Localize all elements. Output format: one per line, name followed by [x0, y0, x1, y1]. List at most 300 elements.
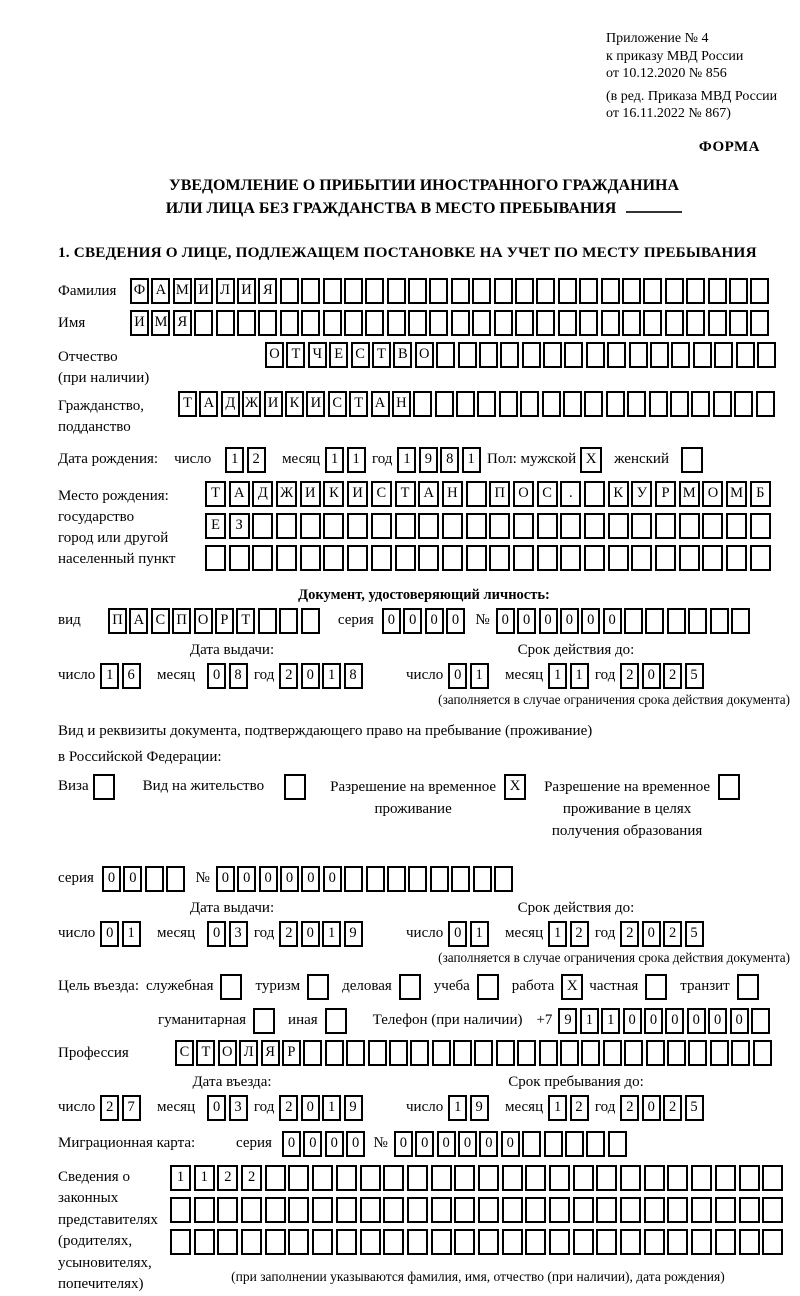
char-box[interactable] [194, 1197, 215, 1223]
char-box[interactable] [407, 1229, 428, 1255]
char-box[interactable] [620, 1197, 641, 1223]
char-box[interactable]: 0 [496, 608, 515, 634]
char-box[interactable]: П [489, 481, 510, 507]
char-box[interactable]: П [172, 608, 191, 634]
char-box[interactable]: 1 [470, 663, 489, 689]
char-box[interactable] [431, 1229, 452, 1255]
char-box[interactable]: 2 [279, 1095, 298, 1121]
char-box[interactable]: 1 [325, 447, 344, 473]
char-box[interactable] [276, 545, 297, 571]
char-box[interactable] [750, 545, 771, 571]
char-box[interactable]: 0 [448, 663, 467, 689]
char-box[interactable] [543, 342, 562, 368]
char-box[interactable] [489, 513, 510, 539]
char-box[interactable] [407, 1197, 428, 1223]
char-box[interactable]: С [537, 481, 558, 507]
purpose-work-checkbox[interactable]: X [561, 974, 583, 1000]
char-box[interactable] [383, 1197, 404, 1223]
char-box[interactable] [751, 1008, 770, 1034]
char-box[interactable] [665, 310, 684, 336]
char-box[interactable]: 1 [100, 663, 119, 689]
char-box[interactable]: Т [205, 481, 226, 507]
char-box[interactable] [478, 1165, 499, 1191]
char-box[interactable]: 0 [448, 921, 467, 947]
char-box[interactable]: 1 [570, 663, 589, 689]
char-box[interactable]: А [418, 481, 439, 507]
char-box[interactable] [410, 1040, 429, 1066]
char-box[interactable] [513, 545, 534, 571]
char-box[interactable] [194, 1229, 215, 1255]
char-box[interactable]: О [415, 342, 434, 368]
char-box[interactable] [544, 1131, 563, 1157]
char-box[interactable] [395, 513, 416, 539]
char-box[interactable] [624, 1040, 643, 1066]
char-box[interactable]: С [371, 481, 392, 507]
char-box[interactable]: 0 [382, 608, 401, 634]
char-box[interactable] [288, 1229, 309, 1255]
char-box[interactable]: А [151, 278, 170, 304]
char-box[interactable]: 0 [623, 1008, 642, 1034]
char-box[interactable]: 1 [397, 447, 416, 473]
char-box[interactable]: С [151, 608, 170, 634]
char-box[interactable] [603, 1040, 622, 1066]
char-box[interactable] [601, 278, 620, 304]
char-box[interactable] [344, 278, 363, 304]
char-box[interactable] [288, 1197, 309, 1223]
char-box[interactable] [237, 310, 256, 336]
char-box[interactable] [608, 545, 629, 571]
char-box[interactable]: 0 [665, 1008, 684, 1034]
char-box[interactable] [710, 1040, 729, 1066]
char-box[interactable]: 1 [170, 1165, 191, 1191]
char-box[interactable]: Н [392, 391, 411, 417]
char-box[interactable] [596, 1197, 617, 1223]
char-box[interactable] [750, 513, 771, 539]
char-box[interactable]: С [351, 342, 370, 368]
char-box[interactable]: 0 [446, 608, 465, 634]
char-box[interactable] [762, 1165, 783, 1191]
char-box[interactable] [336, 1197, 357, 1223]
char-box[interactable] [667, 1165, 688, 1191]
char-box[interactable] [371, 545, 392, 571]
char-box[interactable]: 2 [100, 1095, 119, 1121]
char-box[interactable] [539, 1040, 558, 1066]
char-box[interactable]: 0 [280, 866, 299, 892]
char-box[interactable]: И [194, 278, 213, 304]
char-box[interactable] [325, 1040, 344, 1066]
char-box[interactable]: 2 [217, 1165, 238, 1191]
char-box[interactable]: 0 [437, 1131, 456, 1157]
purpose-transit-checkbox[interactable] [737, 974, 759, 1000]
char-box[interactable] [753, 1040, 772, 1066]
char-box[interactable] [323, 278, 342, 304]
char-box[interactable] [241, 1197, 262, 1223]
residence-permit-checkbox[interactable] [284, 774, 306, 800]
char-box[interactable] [387, 278, 406, 304]
char-box[interactable]: 2 [279, 921, 298, 947]
char-box[interactable] [586, 342, 605, 368]
char-box[interactable]: 1 [601, 1008, 620, 1034]
char-box[interactable] [649, 391, 668, 417]
char-box[interactable] [655, 545, 676, 571]
char-box[interactable] [276, 513, 297, 539]
char-box[interactable]: 0 [100, 921, 119, 947]
char-box[interactable]: 1 [548, 921, 567, 947]
char-box[interactable] [301, 310, 320, 336]
char-box[interactable]: 0 [303, 1131, 322, 1157]
char-box[interactable] [596, 1229, 617, 1255]
char-box[interactable] [549, 1229, 570, 1255]
char-box[interactable] [622, 310, 641, 336]
char-box[interactable] [502, 1197, 523, 1223]
char-box[interactable] [336, 1229, 357, 1255]
char-box[interactable] [702, 545, 723, 571]
char-box[interactable] [691, 1197, 712, 1223]
char-box[interactable]: 0 [394, 1131, 413, 1157]
char-box[interactable] [688, 608, 707, 634]
char-box[interactable] [502, 1229, 523, 1255]
char-box[interactable] [300, 545, 321, 571]
char-box[interactable]: Р [282, 1040, 301, 1066]
char-box[interactable] [542, 391, 561, 417]
purpose-other-checkbox[interactable] [325, 1008, 347, 1034]
char-box[interactable]: 0 [642, 1095, 661, 1121]
char-box[interactable] [584, 513, 605, 539]
char-box[interactable]: 0 [301, 663, 320, 689]
char-box[interactable]: В [393, 342, 412, 368]
char-box[interactable] [622, 278, 641, 304]
char-box[interactable] [217, 1197, 238, 1223]
char-box[interactable] [560, 1040, 579, 1066]
char-box[interactable] [537, 513, 558, 539]
char-box[interactable] [525, 1197, 546, 1223]
char-box[interactable]: 0 [282, 1131, 301, 1157]
char-box[interactable] [502, 1165, 523, 1191]
char-box[interactable]: 0 [207, 921, 226, 947]
char-box[interactable] [454, 1165, 475, 1191]
char-box[interactable] [517, 1040, 536, 1066]
char-box[interactable]: 5 [685, 1095, 704, 1121]
char-box[interactable] [757, 342, 776, 368]
char-box[interactable] [360, 1165, 381, 1191]
char-box[interactable] [522, 342, 541, 368]
char-box[interactable] [466, 545, 487, 571]
char-box[interactable] [536, 278, 555, 304]
char-box[interactable]: Т [286, 342, 305, 368]
char-box[interactable] [525, 1165, 546, 1191]
char-box[interactable] [688, 1040, 707, 1066]
char-box[interactable] [365, 278, 384, 304]
char-box[interactable] [731, 1040, 750, 1066]
char-box[interactable] [301, 278, 320, 304]
char-box[interactable]: 1 [470, 921, 489, 947]
char-box[interactable] [549, 1165, 570, 1191]
char-box[interactable]: И [237, 278, 256, 304]
char-box[interactable]: 5 [685, 663, 704, 689]
char-box[interactable] [667, 1229, 688, 1255]
char-box[interactable]: 0 [479, 1131, 498, 1157]
char-box[interactable] [477, 391, 496, 417]
char-box[interactable]: 0 [237, 866, 256, 892]
char-box[interactable] [496, 1040, 515, 1066]
char-box[interactable] [360, 1229, 381, 1255]
char-box[interactable]: 0 [216, 866, 235, 892]
char-box[interactable] [344, 866, 363, 892]
char-box[interactable] [387, 866, 406, 892]
char-box[interactable]: 2 [620, 1095, 639, 1121]
char-box[interactable]: 0 [644, 1008, 663, 1034]
char-box[interactable] [429, 310, 448, 336]
char-box[interactable] [643, 310, 662, 336]
char-box[interactable]: Е [205, 513, 226, 539]
char-box[interactable] [713, 391, 732, 417]
char-box[interactable] [265, 1229, 286, 1255]
sex-male-checkbox[interactable]: X [580, 447, 602, 473]
char-box[interactable]: 1 [548, 1095, 567, 1121]
char-box[interactable] [686, 278, 705, 304]
char-box[interactable] [734, 391, 753, 417]
char-box[interactable] [522, 1131, 541, 1157]
char-box[interactable] [474, 1040, 493, 1066]
purpose-tourism-checkbox[interactable] [307, 974, 329, 1000]
char-box[interactable] [280, 310, 299, 336]
char-box[interactable] [436, 342, 455, 368]
char-box[interactable] [413, 391, 432, 417]
char-box[interactable] [560, 545, 581, 571]
char-box[interactable] [750, 278, 769, 304]
char-box[interactable]: Т [372, 342, 391, 368]
char-box[interactable] [655, 513, 676, 539]
char-box[interactable] [670, 391, 689, 417]
char-box[interactable] [686, 310, 705, 336]
char-box[interactable] [573, 1229, 594, 1255]
char-box[interactable] [323, 545, 344, 571]
char-box[interactable]: 9 [558, 1008, 577, 1034]
char-box[interactable]: 8 [440, 447, 459, 473]
char-box[interactable]: 2 [663, 663, 682, 689]
char-box[interactable]: 0 [301, 866, 320, 892]
char-box[interactable] [366, 866, 385, 892]
char-box[interactable] [631, 545, 652, 571]
char-box[interactable]: Т [236, 608, 255, 634]
char-box[interactable] [336, 1165, 357, 1191]
char-box[interactable] [671, 342, 690, 368]
char-box[interactable]: О [513, 481, 534, 507]
char-box[interactable]: 1 [322, 921, 341, 947]
char-box[interactable] [708, 278, 727, 304]
temp-residence-permit-checkbox[interactable]: X [504, 774, 526, 800]
char-box[interactable] [739, 1229, 760, 1255]
char-box[interactable] [667, 608, 686, 634]
char-box[interactable] [323, 310, 342, 336]
char-box[interactable]: 9 [470, 1095, 489, 1121]
char-box[interactable] [714, 342, 733, 368]
char-box[interactable] [368, 1040, 387, 1066]
char-box[interactable] [430, 866, 449, 892]
char-box[interactable] [596, 1165, 617, 1191]
char-box[interactable]: 1 [322, 663, 341, 689]
char-box[interactable] [691, 1165, 712, 1191]
char-box[interactable] [458, 342, 477, 368]
char-box[interactable] [432, 1040, 451, 1066]
char-box[interactable] [762, 1197, 783, 1223]
char-box[interactable] [644, 1229, 665, 1255]
char-box[interactable]: 9 [344, 1095, 363, 1121]
char-box[interactable] [442, 513, 463, 539]
char-box[interactable]: Ж [242, 391, 261, 417]
char-box[interactable]: 1 [448, 1095, 467, 1121]
char-box[interactable] [620, 1229, 641, 1255]
char-box[interactable] [494, 866, 513, 892]
char-box[interactable]: К [323, 481, 344, 507]
char-box[interactable] [644, 1197, 665, 1223]
char-box[interactable] [756, 391, 775, 417]
char-box[interactable] [627, 391, 646, 417]
char-box[interactable]: 0 [501, 1131, 520, 1157]
sex-female-checkbox[interactable] [681, 447, 703, 473]
char-box[interactable]: А [129, 608, 148, 634]
char-box[interactable]: 0 [207, 663, 226, 689]
char-box[interactable] [408, 310, 427, 336]
char-box[interactable]: З [229, 513, 250, 539]
char-box[interactable]: И [347, 481, 368, 507]
char-box[interactable] [736, 342, 755, 368]
char-box[interactable]: Д [221, 391, 240, 417]
char-box[interactable]: М [151, 310, 170, 336]
char-box[interactable] [691, 1229, 712, 1255]
char-box[interactable]: 0 [539, 608, 558, 634]
char-box[interactable]: 8 [344, 663, 363, 689]
char-box[interactable] [499, 391, 518, 417]
char-box[interactable] [473, 866, 492, 892]
char-box[interactable]: 1 [194, 1165, 215, 1191]
char-box[interactable]: 9 [344, 921, 363, 947]
char-box[interactable] [573, 1165, 594, 1191]
char-box[interactable] [279, 608, 298, 634]
char-box[interactable]: 2 [241, 1165, 262, 1191]
char-box[interactable] [453, 1040, 472, 1066]
char-box[interactable] [584, 391, 603, 417]
char-box[interactable]: 0 [603, 608, 622, 634]
char-box[interactable] [383, 1165, 404, 1191]
char-box[interactable] [739, 1197, 760, 1223]
char-box[interactable] [389, 1040, 408, 1066]
char-box[interactable]: 0 [642, 921, 661, 947]
char-box[interactable] [252, 545, 273, 571]
char-box[interactable] [729, 278, 748, 304]
char-box[interactable]: Я [261, 1040, 280, 1066]
char-box[interactable]: 2 [279, 663, 298, 689]
char-box[interactable]: И [306, 391, 325, 417]
char-box[interactable] [312, 1229, 333, 1255]
char-box[interactable]: Е [329, 342, 348, 368]
edu-residence-permit-checkbox[interactable] [718, 774, 740, 800]
char-box[interactable]: 0 [325, 1131, 344, 1157]
char-box[interactable] [560, 513, 581, 539]
char-box[interactable] [166, 866, 185, 892]
char-box[interactable] [702, 513, 723, 539]
char-box[interactable] [280, 278, 299, 304]
char-box[interactable] [371, 513, 392, 539]
char-box[interactable]: И [300, 481, 321, 507]
char-box[interactable] [715, 1229, 736, 1255]
char-box[interactable] [525, 1229, 546, 1255]
char-box[interactable] [429, 278, 448, 304]
char-box[interactable] [258, 608, 277, 634]
char-box[interactable] [170, 1229, 191, 1255]
char-box[interactable]: Я [258, 278, 277, 304]
char-box[interactable] [513, 513, 534, 539]
char-box[interactable] [365, 310, 384, 336]
char-box[interactable]: 0 [458, 1131, 477, 1157]
char-box[interactable]: К [285, 391, 304, 417]
char-box[interactable]: 0 [425, 608, 444, 634]
char-box[interactable] [252, 513, 273, 539]
purpose-study-checkbox[interactable] [477, 974, 499, 1000]
char-box[interactable] [620, 1165, 641, 1191]
char-box[interactable] [347, 513, 368, 539]
char-box[interactable]: 1 [548, 663, 567, 689]
visa-checkbox[interactable] [93, 774, 115, 800]
char-box[interactable] [489, 545, 510, 571]
char-box[interactable]: М [173, 278, 192, 304]
char-box[interactable] [726, 545, 747, 571]
char-box[interactable] [323, 513, 344, 539]
char-box[interactable]: Л [239, 1040, 258, 1066]
char-box[interactable] [303, 1040, 322, 1066]
char-box[interactable]: 0 [708, 1008, 727, 1034]
char-box[interactable] [145, 866, 164, 892]
char-box[interactable] [170, 1197, 191, 1223]
char-box[interactable] [643, 278, 662, 304]
char-box[interactable] [729, 310, 748, 336]
char-box[interactable]: Т [349, 391, 368, 417]
char-box[interactable] [579, 310, 598, 336]
char-box[interactable] [472, 278, 491, 304]
char-box[interactable]: 0 [560, 608, 579, 634]
char-box[interactable] [581, 1040, 600, 1066]
char-box[interactable] [750, 310, 769, 336]
char-box[interactable]: И [130, 310, 149, 336]
char-box[interactable] [708, 310, 727, 336]
char-box[interactable]: 2 [570, 1095, 589, 1121]
char-box[interactable] [665, 278, 684, 304]
char-box[interactable] [216, 310, 235, 336]
char-box[interactable]: 0 [581, 608, 600, 634]
char-box[interactable]: Ф [130, 278, 149, 304]
char-box[interactable] [466, 513, 487, 539]
char-box[interactable]: У [631, 481, 652, 507]
char-box[interactable] [650, 342, 669, 368]
char-box[interactable]: 0 [346, 1131, 365, 1157]
char-box[interactable] [229, 545, 250, 571]
char-box[interactable] [607, 342, 626, 368]
char-box[interactable]: 1 [462, 447, 481, 473]
char-box[interactable]: 0 [415, 1131, 434, 1157]
purpose-business-checkbox[interactable] [399, 974, 421, 1000]
char-box[interactable] [258, 310, 277, 336]
char-box[interactable] [646, 1040, 665, 1066]
char-box[interactable] [573, 1197, 594, 1223]
char-box[interactable] [454, 1229, 475, 1255]
char-box[interactable] [515, 310, 534, 336]
char-box[interactable]: 0 [517, 608, 536, 634]
char-box[interactable] [645, 608, 664, 634]
char-box[interactable] [494, 310, 513, 336]
char-box[interactable] [479, 342, 498, 368]
char-box[interactable]: 0 [323, 866, 342, 892]
char-box[interactable] [710, 608, 729, 634]
